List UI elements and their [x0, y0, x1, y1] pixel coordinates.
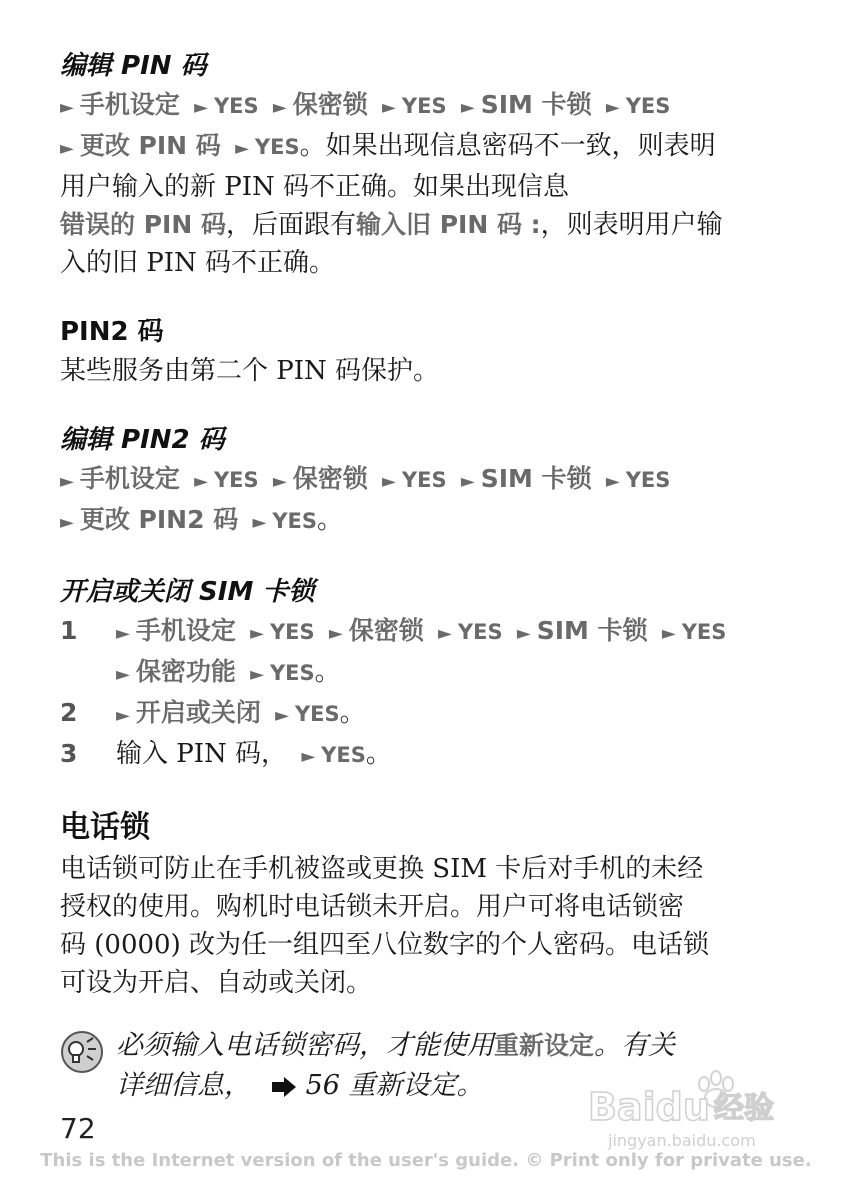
yes-key: YES	[321, 743, 366, 767]
menu-arrow-icon: ►	[438, 623, 452, 644]
step-line	[116, 612, 800, 653]
edit-pin-line-4	[60, 206, 800, 244]
tip-text: 必须输入电话锁密码，才能使用	[116, 1030, 494, 1061]
menu-item: 重新设定	[494, 1031, 595, 1060]
menu-arrow-icon: ►	[328, 623, 343, 644]
body-text: 。如果出现信息密码不一致，则表明	[299, 131, 716, 161]
menu-arrow-icon: ►	[60, 138, 74, 159]
step-line	[116, 653, 800, 694]
yes-key: YES	[457, 620, 503, 644]
body-text: ，后面跟有	[225, 210, 356, 240]
footer-notice: This is the Internet version of the user's guide. © Print only for private use.	[40, 1150, 812, 1171]
menu-arrow-icon: ►	[60, 97, 74, 118]
arrow-right-icon	[270, 1076, 298, 1098]
edit-pin-path-line	[60, 86, 800, 127]
body-text: 用户输入的新 PIN 码不正确。如果出现信息	[60, 172, 570, 202]
yes-key: YES	[269, 620, 315, 644]
body-text: 入的旧 PIN 码不正确。	[60, 248, 336, 278]
step-1	[60, 612, 800, 694]
menu-arrow-icon: ►	[250, 623, 264, 644]
edit-pin2-heading: 编辑 PIN2 码	[60, 425, 225, 455]
menu-item: SIM 卡锁	[536, 616, 648, 645]
step-line	[116, 694, 800, 735]
menu-arrow-icon: ►	[252, 512, 267, 533]
menu-arrow-icon: ►	[194, 471, 208, 492]
menu-arrow-icon: ►	[516, 623, 531, 644]
watermark-cn: 经验	[714, 1091, 774, 1126]
page-number: 72	[60, 1112, 96, 1145]
page-content	[60, 46, 800, 1106]
yes-key: YES	[213, 94, 259, 118]
yes-key: YES	[401, 94, 447, 118]
yes-key: YES	[213, 468, 259, 492]
menu-item: SIM 卡锁	[480, 90, 592, 119]
menu-arrow-icon: ►	[301, 746, 316, 767]
menu-item: 手机设定	[135, 616, 236, 645]
menu-arrow-icon: ►	[382, 97, 396, 118]
yes-key: YES	[272, 509, 317, 533]
step-2	[60, 694, 800, 735]
tip-text: 详细信息，	[116, 1070, 251, 1101]
menu-item: 保密锁	[348, 616, 424, 645]
step-3	[60, 735, 800, 776]
body-text: 授权的使用。购机时电话锁未开启。用户可将电话锁密	[60, 892, 685, 922]
menu-item: 更改 PIN2 码	[79, 505, 239, 534]
edit-pin2-path-line	[60, 460, 800, 501]
tip-text: 56 重新设定。	[305, 1070, 484, 1101]
menu-item: 手机设定	[79, 464, 180, 493]
body-text: 。	[314, 657, 341, 687]
watermark-url: jingyan.baidu.com	[608, 1131, 756, 1150]
menu-arrow-icon: ►	[605, 471, 620, 492]
menu-arrow-icon: ►	[460, 97, 475, 118]
step-number: 3	[60, 739, 78, 768]
body-text: 可设为开启、自动或关闭。	[60, 968, 373, 998]
step-line	[116, 735, 800, 776]
menu-arrow-icon: ►	[235, 138, 249, 159]
menu-item: 手机设定	[79, 90, 180, 119]
body-text: 。	[365, 739, 392, 769]
message-text: 错误的 PIN 码	[60, 210, 226, 239]
menu-arrow-icon: ►	[272, 97, 287, 118]
edit-pin-line-2	[60, 127, 800, 168]
menu-arrow-icon: ►	[272, 471, 287, 492]
pin2-heading: PIN2 码	[60, 317, 164, 347]
menu-arrow-icon: ►	[116, 664, 130, 685]
menu-arrow-icon: ►	[382, 471, 396, 492]
menu-item: 保密锁	[292, 90, 368, 119]
step-number: 1	[60, 616, 78, 645]
body-text: 输入 PIN 码，	[116, 739, 288, 769]
menu-arrow-icon: ►	[60, 471, 74, 492]
yes-key: YES	[254, 135, 300, 159]
menu-arrow-icon: ►	[194, 97, 208, 118]
yes-key: YES	[681, 620, 727, 644]
menu-arrow-icon: ►	[275, 705, 289, 726]
edit-pin2-line-2	[60, 501, 800, 542]
menu-arrow-icon: ►	[605, 97, 620, 118]
yes-key: YES	[625, 94, 671, 118]
watermark-brand: Baidu	[588, 1085, 710, 1129]
menu-item: 保密功能	[135, 657, 236, 686]
body-text: 某些服务由第二个 PIN 码保护。	[60, 356, 440, 386]
yes-key: YES	[401, 468, 447, 492]
menu-item: 保密锁	[292, 464, 368, 493]
baidu-watermark-logo	[586, 1062, 800, 1154]
tip-text: 。有关	[594, 1030, 676, 1061]
yes-key: YES	[294, 702, 340, 726]
yes-key: YES	[625, 468, 671, 492]
menu-arrow-icon: ►	[661, 623, 676, 644]
yes-key: YES	[269, 661, 315, 685]
menu-arrow-icon: ►	[250, 664, 264, 685]
menu-arrow-icon: ►	[460, 471, 475, 492]
tip-line-1	[116, 1026, 800, 1066]
phone-lock-heading: 电话锁	[60, 810, 150, 845]
menu-arrow-icon: ►	[60, 512, 74, 533]
message-text: 输入旧 PIN 码 :	[355, 210, 541, 239]
menu-arrow-icon: ►	[116, 705, 130, 726]
edit-pin-heading: 编辑 PIN 码	[60, 51, 207, 81]
body-text: ，则表明用户输	[540, 210, 723, 240]
body-text: 电话锁可防止在手机被盗或更换 SIM 卡后对手机的未经	[60, 854, 704, 884]
lightbulb-icon	[60, 1030, 104, 1074]
body-text: 。	[339, 698, 366, 728]
menu-item: 更改 PIN 码	[79, 131, 221, 160]
body-text: 。	[317, 505, 344, 535]
menu-item: 开启或关闭	[135, 698, 261, 727]
menu-item: SIM 卡锁	[480, 464, 592, 493]
body-text: 码 (0000) 改为任一组四至八位数字的个人密码。电话锁	[60, 930, 709, 960]
step-number: 2	[60, 698, 78, 727]
menu-arrow-icon: ►	[116, 623, 130, 644]
sim-lock-heading: 开启或关闭 SIM 卡锁	[60, 577, 315, 607]
